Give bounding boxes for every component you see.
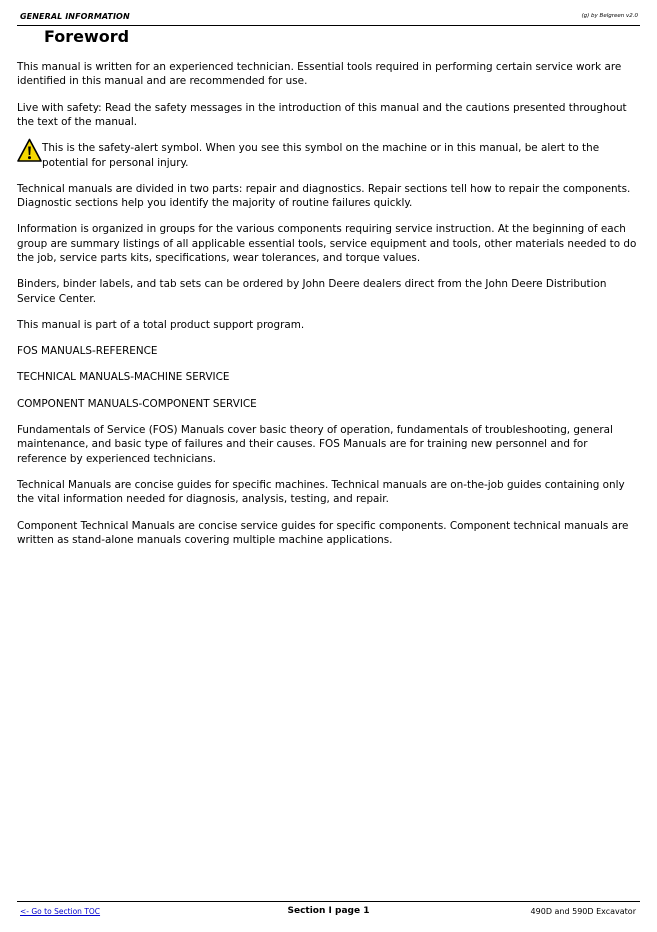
document-body: [17, 60, 640, 559]
machine-model: 490D and 590D Excavator: [530, 907, 636, 916]
page-footer: [17, 901, 640, 922]
paragraph-fos-description: Fundamentals of Service (FOS) Manuals cover basic theory of operation, fundamentals of troubleshooting, general maintenance, and basic type of failures and their causes. FOS Manuals are for training new personnel and for reference by experienced technicians.: [17, 423, 613, 465]
paragraph-binders: Binders, binder labels, and tab sets can be ordered by John Deere dealers direct from the John Deere Distribution Service Center.: [17, 278, 607, 305]
paragraph-groups: Information is organized in groups for the various components requiring service instruction. At the beginning of each group are summary listings of all applicable essential tools, service equipment and tools, other materials needed to do the job, service parts kits, specifications, wear tolerances, and torque values.: [17, 223, 637, 265]
warning-triangle-icon: [17, 138, 42, 163]
page-title: Foreword: [44, 27, 130, 46]
paragraph-technical-description: Technical Manuals are concise guides for specific machines. Technical manuals are on-the-job guides containing only the vital information needed for diagnosis, analysis, testing, and repair.: [17, 478, 625, 506]
paragraph-component-description: Component Technical Manuals are concise service guides for specific components. Component technical manuals are written as stand-alone manuals covering multiple machine applications.: [17, 519, 629, 546]
paragraph-fos-reference: FOS MANUALS-REFERENCE: [17, 345, 158, 358]
section-page-number: Section I page 1: [287, 906, 370, 916]
paragraph-safety-alert: This is the safety-alert symbol. When you see this symbol on the machine or in this manual, be alert to the potential for personal injury.: [42, 142, 600, 169]
safety-alert-block: [17, 141, 640, 170]
paragraph-two-parts: Technical manuals are divided in two parts: repair and diagnostics. Repair sections tell how to repair the components. Diagnostic sections help you identify the majority of routine failures quickly.: [17, 182, 631, 210]
header-section-title: GENERAL INFORMATION: [20, 12, 130, 21]
paragraph-technical-machine: TECHNICAL MANUALS-MACHINE SERVICE: [17, 371, 230, 384]
page-header: [17, 11, 640, 26]
paragraph-support: This manual is part of a total product support program.: [17, 319, 305, 332]
paragraph-intro: This manual is written for an experienced technician. Essential tools required in performing certain service work are identified in this manual and are recommended for use.: [17, 61, 622, 88]
paragraph-safety-live: Live with safety: Read the safety messages in the introduction of this manual and the cautions presented throughout the text of the manual.: [17, 101, 627, 129]
header-credit: (g) by Belgreen v2.0: [581, 13, 638, 19]
go-to-section-toc-link[interactable]: <- Go to Section TOC: [20, 907, 101, 916]
paragraph-component-service: COMPONENT MANUALS-COMPONENT SERVICE: [17, 397, 257, 410]
